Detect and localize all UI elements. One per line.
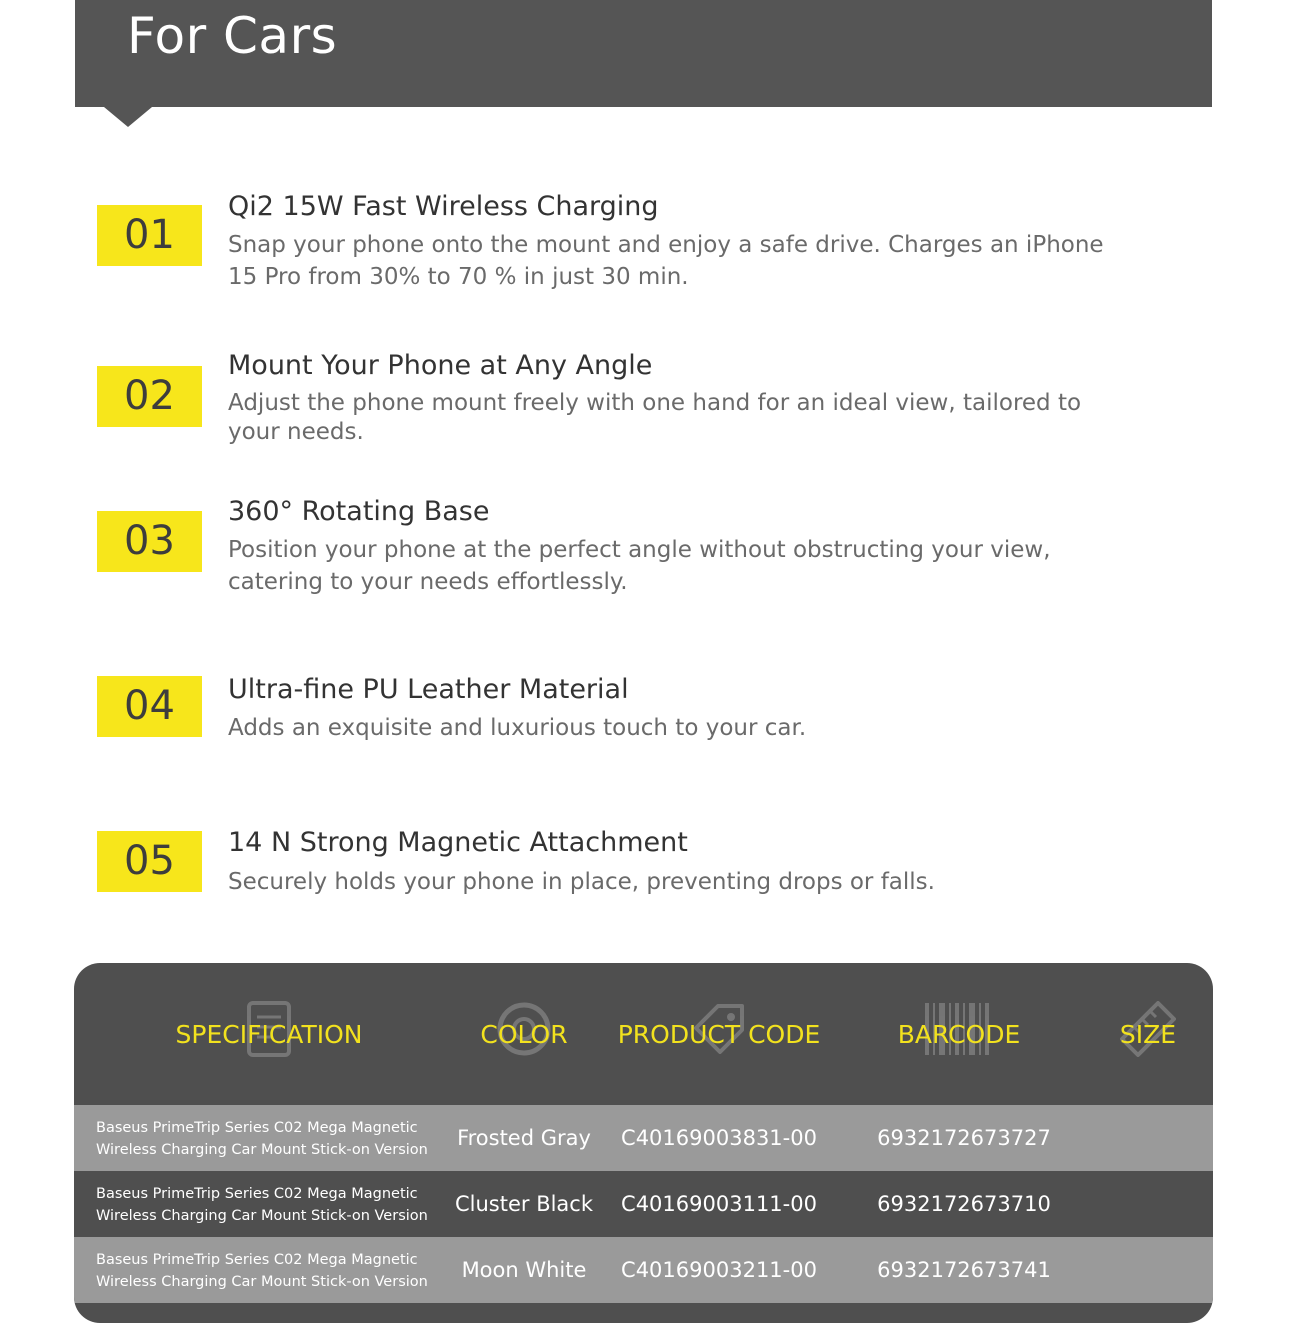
- color-cell: Cluster Black: [454, 1192, 594, 1216]
- header-banner: [75, 0, 1212, 107]
- product-code-cell: C40169003111-00: [621, 1192, 817, 1216]
- header-pointer-arrow: [104, 107, 152, 127]
- header-specification: [169, 1015, 369, 1055]
- header-specification-label: SPECIFICATION: [175, 1020, 363, 1049]
- feature-description: Adds an exquisite and luxurious touch to your car.: [228, 715, 807, 741]
- barcode-cell: 6932172673741: [877, 1258, 1051, 1282]
- header-color-label: COLOR: [480, 1020, 568, 1049]
- feature-description: Securely holds your phone in place, preventing drops or falls.: [228, 869, 935, 895]
- feature-number-badge: 02: [97, 366, 202, 427]
- spec-line-2: Wireless Charging Car Mount Stick-on Version: [96, 1274, 428, 1290]
- color-cell: Moon White: [461, 1258, 587, 1282]
- header-product-code: [614, 1015, 824, 1055]
- spec-line-2: Wireless Charging Car Mount Stick-on Version: [96, 1208, 428, 1224]
- product-code-cell: C40169003211-00: [621, 1258, 817, 1282]
- spec-cell: [96, 1183, 446, 1227]
- table-header-row: [74, 963, 1213, 1105]
- feature-number-badge: 03: [97, 511, 202, 572]
- feature-title: Qi2 15W Fast Wireless Charging: [228, 191, 659, 222]
- barcode-cell: 6932172673727: [877, 1126, 1051, 1150]
- feature-title: 14 N Strong Magnetic Attachment: [228, 827, 688, 858]
- page-title: For Cars: [127, 7, 338, 65]
- spec-line-1: Baseus PrimeTrip Series C02 Mega Magnetic: [96, 1252, 418, 1268]
- barcode-cell: 6932172673710: [877, 1192, 1051, 1216]
- feature-description: Snap your phone onto the mount and enjoy a safe drive. Charges an iPhone 15 Pro from 30% to 70 % in just 30 min.: [228, 232, 1104, 290]
- spec-line-2: Wireless Charging Car Mount Stick-on Version: [96, 1142, 428, 1158]
- header-barcode: [874, 1015, 1044, 1055]
- feature-title: Ultra-fine PU Leather Material: [228, 674, 629, 705]
- header-color: [464, 1015, 584, 1055]
- feature-number-badge: 01: [97, 205, 202, 266]
- feature-title: 360° Rotating Base: [228, 496, 490, 527]
- feature-number-badge: 05: [97, 831, 202, 892]
- color-cell: Frosted Gray: [457, 1126, 591, 1150]
- table-row: [74, 1105, 1213, 1171]
- header-barcode-label: BARCODE: [897, 1020, 1021, 1049]
- product-code-cell: C40169003831-00: [621, 1126, 817, 1150]
- spec-cell: [96, 1249, 446, 1293]
- header-size: [1104, 1015, 1192, 1055]
- spec-line-1: Baseus PrimeTrip Series C02 Mega Magnetic: [96, 1186, 418, 1202]
- header-size-label: SIZE: [1119, 1020, 1177, 1049]
- feature-number-badge: 04: [97, 676, 202, 737]
- table-row: [74, 1171, 1213, 1237]
- spec-cell: [96, 1117, 446, 1161]
- table-row: [74, 1237, 1213, 1303]
- feature-description: Position your phone at the perfect angle without obstructing your view, catering to your needs effortlessly.: [228, 537, 1051, 595]
- feature-title: Mount Your Phone at Any Angle: [228, 350, 653, 381]
- header-product-code-label: PRODUCT CODE: [617, 1020, 821, 1049]
- spec-line-1: Baseus PrimeTrip Series C02 Mega Magnetic: [96, 1120, 418, 1136]
- feature-description: Adjust the phone mount freely with one hand for an ideal view, tailored to your needs.: [228, 390, 1082, 445]
- specification-table: [74, 963, 1213, 1323]
